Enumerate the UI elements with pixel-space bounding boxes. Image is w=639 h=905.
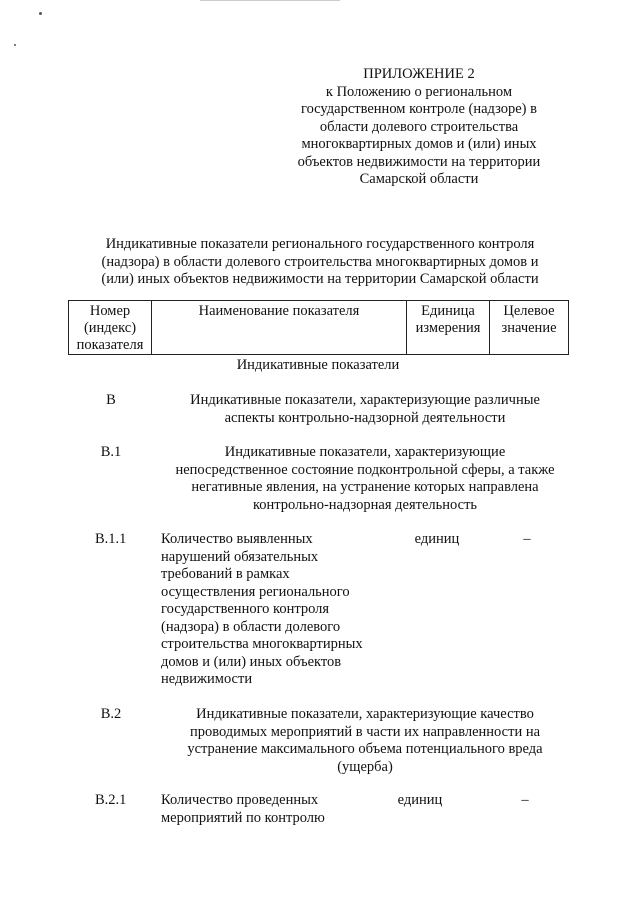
indicator-unit: единиц xyxy=(414,531,460,547)
indicator-name-line: (надзора) в области долевого xyxy=(161,618,341,635)
indicator-index: В.1.1 xyxy=(95,531,127,547)
indicators-table-header xyxy=(68,300,569,355)
section-title-line: Индикативные показатели, характеризующие качество xyxy=(196,706,534,722)
indicator-name-line: нарушений обязательных xyxy=(161,548,319,565)
indicator-name-line: мероприятий по контролю xyxy=(161,809,325,826)
section-index: В xyxy=(106,392,116,408)
section-title-line: негативные явления, на устранение которых направлена xyxy=(191,479,539,495)
scan-speck xyxy=(39,12,42,15)
appendix-line: государственном контроле (надзоре) в xyxy=(300,101,537,117)
appendix-line: объектов недвижимости на территории xyxy=(297,153,541,170)
indicator-name-line: требований в рамках xyxy=(161,566,290,582)
indicator-index: В.2.1 xyxy=(95,792,127,808)
section-title-line: Индикативные показатели, характеризующие различные xyxy=(190,392,540,408)
indicator-name-line: недвижимости xyxy=(161,671,253,687)
scan-speck xyxy=(14,44,16,46)
section-title-line: контрольно-надзорная деятельность xyxy=(252,496,478,513)
indicator-unit: единиц xyxy=(397,792,443,808)
indicator-name-line: осуществления регионального xyxy=(161,583,350,600)
indicator-name-line: Количество выявленных xyxy=(161,531,313,547)
indicator-target: – xyxy=(523,531,531,547)
header-index: Номер (индекс) показателя xyxy=(69,301,152,355)
appendix-line: области долевого строительства xyxy=(319,118,519,135)
section-title-line: аспекты контрольно-надзорной деятельности xyxy=(224,409,506,426)
section-title-line: проводимых мероприятий в части их направленности на xyxy=(189,723,541,740)
section-title xyxy=(160,444,570,514)
appendix-line: многоквартирных домов и (или) иных xyxy=(301,136,537,152)
appendix-line: Самарской области xyxy=(359,171,479,187)
appendix-heading xyxy=(288,66,550,189)
section-title xyxy=(160,392,570,427)
title-line: (или) иных объектов недвижимости на территории Самарской области xyxy=(101,271,539,287)
indicator-name-line: Количество проведенных xyxy=(161,792,319,808)
section-title-line: Индикативные показатели, характеризующие xyxy=(224,444,506,460)
title-line: (надзора) в области долевого строительства многоквартирных домов и xyxy=(101,253,539,270)
indicator-name xyxy=(161,792,391,827)
section-index: В.1 xyxy=(100,444,122,460)
appendix-line: к Положению о региональном xyxy=(325,83,513,100)
scan-edge-line xyxy=(200,0,340,1)
document-title xyxy=(70,236,570,289)
section-title xyxy=(160,706,570,776)
indicator-target: – xyxy=(521,792,529,808)
section-title-line: непосредственное состояние подконтрольной сферы, а также xyxy=(175,461,555,478)
section-title-line: (ущерба) xyxy=(337,758,393,775)
header-unit: Единица измерения xyxy=(407,301,490,355)
header-name: Наименование показателя xyxy=(152,301,407,355)
title-line: Индикативные показатели регионального государственного контроля xyxy=(105,236,535,252)
section-subtitle: Индикативные показатели xyxy=(236,357,400,373)
section-index: В.2 xyxy=(100,706,122,722)
indicator-name-line: государственного контроля xyxy=(161,601,330,617)
header-target: Целевое значение xyxy=(490,301,569,355)
section-title-line: устранение максимального объема потенциального вреда xyxy=(187,741,543,757)
indicator-name-line: строительства многоквартирных xyxy=(161,636,363,652)
indicator-name-line: домов и (или) иных объектов xyxy=(161,653,342,670)
appendix-line: ПРИЛОЖЕНИЕ 2 xyxy=(363,66,475,82)
indicator-name xyxy=(161,531,391,689)
